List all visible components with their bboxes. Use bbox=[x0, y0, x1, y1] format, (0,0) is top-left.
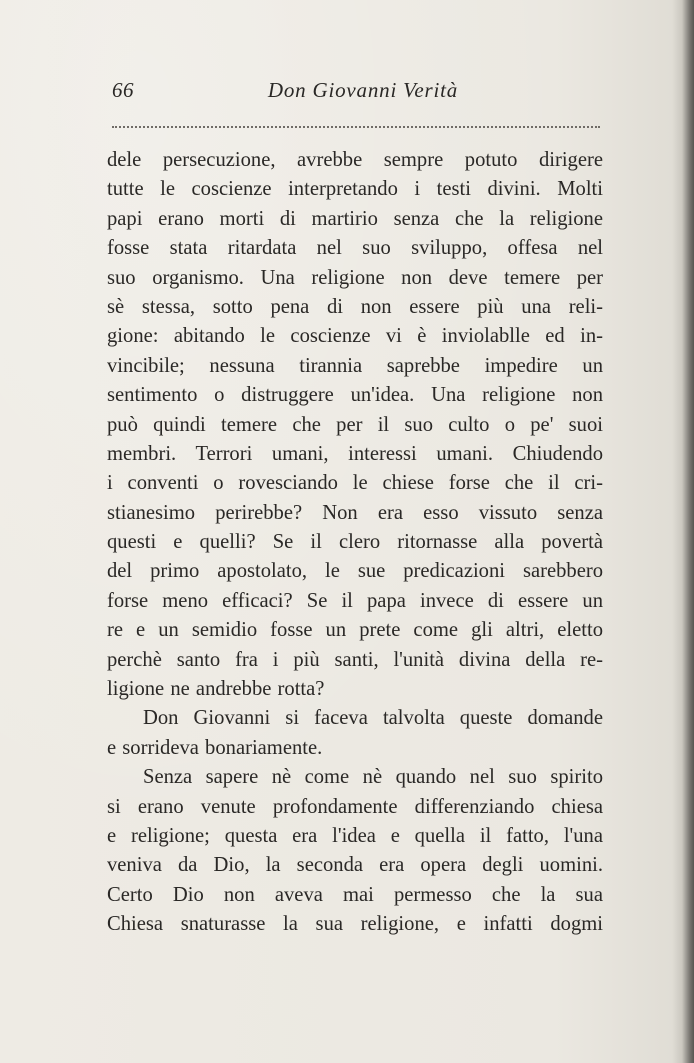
page-shadow-edge bbox=[672, 0, 694, 1063]
text-line: ligione ne andrebbe rotta? bbox=[107, 678, 325, 701]
text-line: vincibile; nessuna tirannia saprebbe impedire un bbox=[107, 354, 603, 377]
text-line: si erano venute profondamente differenziando chiesa bbox=[107, 795, 603, 818]
text-line: i conventi o rovesciando le chiese forse che il cri- bbox=[107, 472, 603, 495]
text-line: papi erano morti di martirio senza che la religione bbox=[107, 207, 603, 230]
text-line: sentimento o distruggere un'idea. Una religione non bbox=[107, 384, 603, 407]
text-line: re e un semidio fosse un prete come gli altri, eletto bbox=[107, 619, 603, 642]
running-title: Don Giovanni Verità bbox=[267, 78, 459, 102]
text-line: sè stessa, sotto pena di non essere più una reli- bbox=[107, 295, 603, 318]
text-line: Certo Dio non aveva mai permesso che la sua bbox=[107, 883, 603, 906]
text-line: tutte le coscienze interpretando i testi divini. Molti bbox=[107, 178, 603, 201]
header-divider bbox=[112, 126, 600, 128]
text-line: Senza sapere nè come nè quando nel suo spirito bbox=[143, 766, 603, 789]
text-line: forse meno efficaci? Se il papa invece di essere un bbox=[107, 589, 603, 612]
text-line: perchè santo fra i più santi, l'unità divina della re- bbox=[107, 648, 603, 671]
body-text bbox=[107, 146, 603, 986]
text-line: gione: abitando le coscienze vi è inviolablle ed in- bbox=[107, 325, 603, 348]
page-number: 66 bbox=[112, 78, 134, 102]
text-line: dele persecuzione, avrebbe sempre potuto dirigere bbox=[107, 149, 603, 171]
text-line: e sorrideva bonariamente. bbox=[107, 736, 323, 759]
text-line: suo organismo. Una religione non deve temere per bbox=[107, 266, 603, 289]
text-line: questi e quelli? Se il clero ritornasse alla povertà bbox=[107, 531, 603, 554]
text-line: membri. Terrori umani, interessi umani. Chiudendo bbox=[107, 442, 603, 465]
text-line: veniva da Dio, la seconda era opera degli uomini. bbox=[107, 854, 603, 877]
text-line: Don Giovanni si faceva talvolta queste domande bbox=[143, 707, 603, 730]
text-line: e religione; questa era l'idea e quella il fatto, l'una bbox=[107, 824, 603, 847]
text-line: fosse stata ritardata nel suo sviluppo, offesa nel bbox=[107, 237, 603, 260]
page-header bbox=[112, 78, 600, 108]
text-line: del primo apostolato, le sue predicazioni sarebbero bbox=[107, 560, 603, 583]
text-line: Chiesa snaturasse la sua religione, e infatti dogmi bbox=[107, 913, 603, 936]
text-line: può quindi temere che per il suo culto o pe' suoi bbox=[107, 413, 603, 436]
text-line: stianesimo perirebbe? Non era esso vissuto senza bbox=[107, 501, 603, 524]
